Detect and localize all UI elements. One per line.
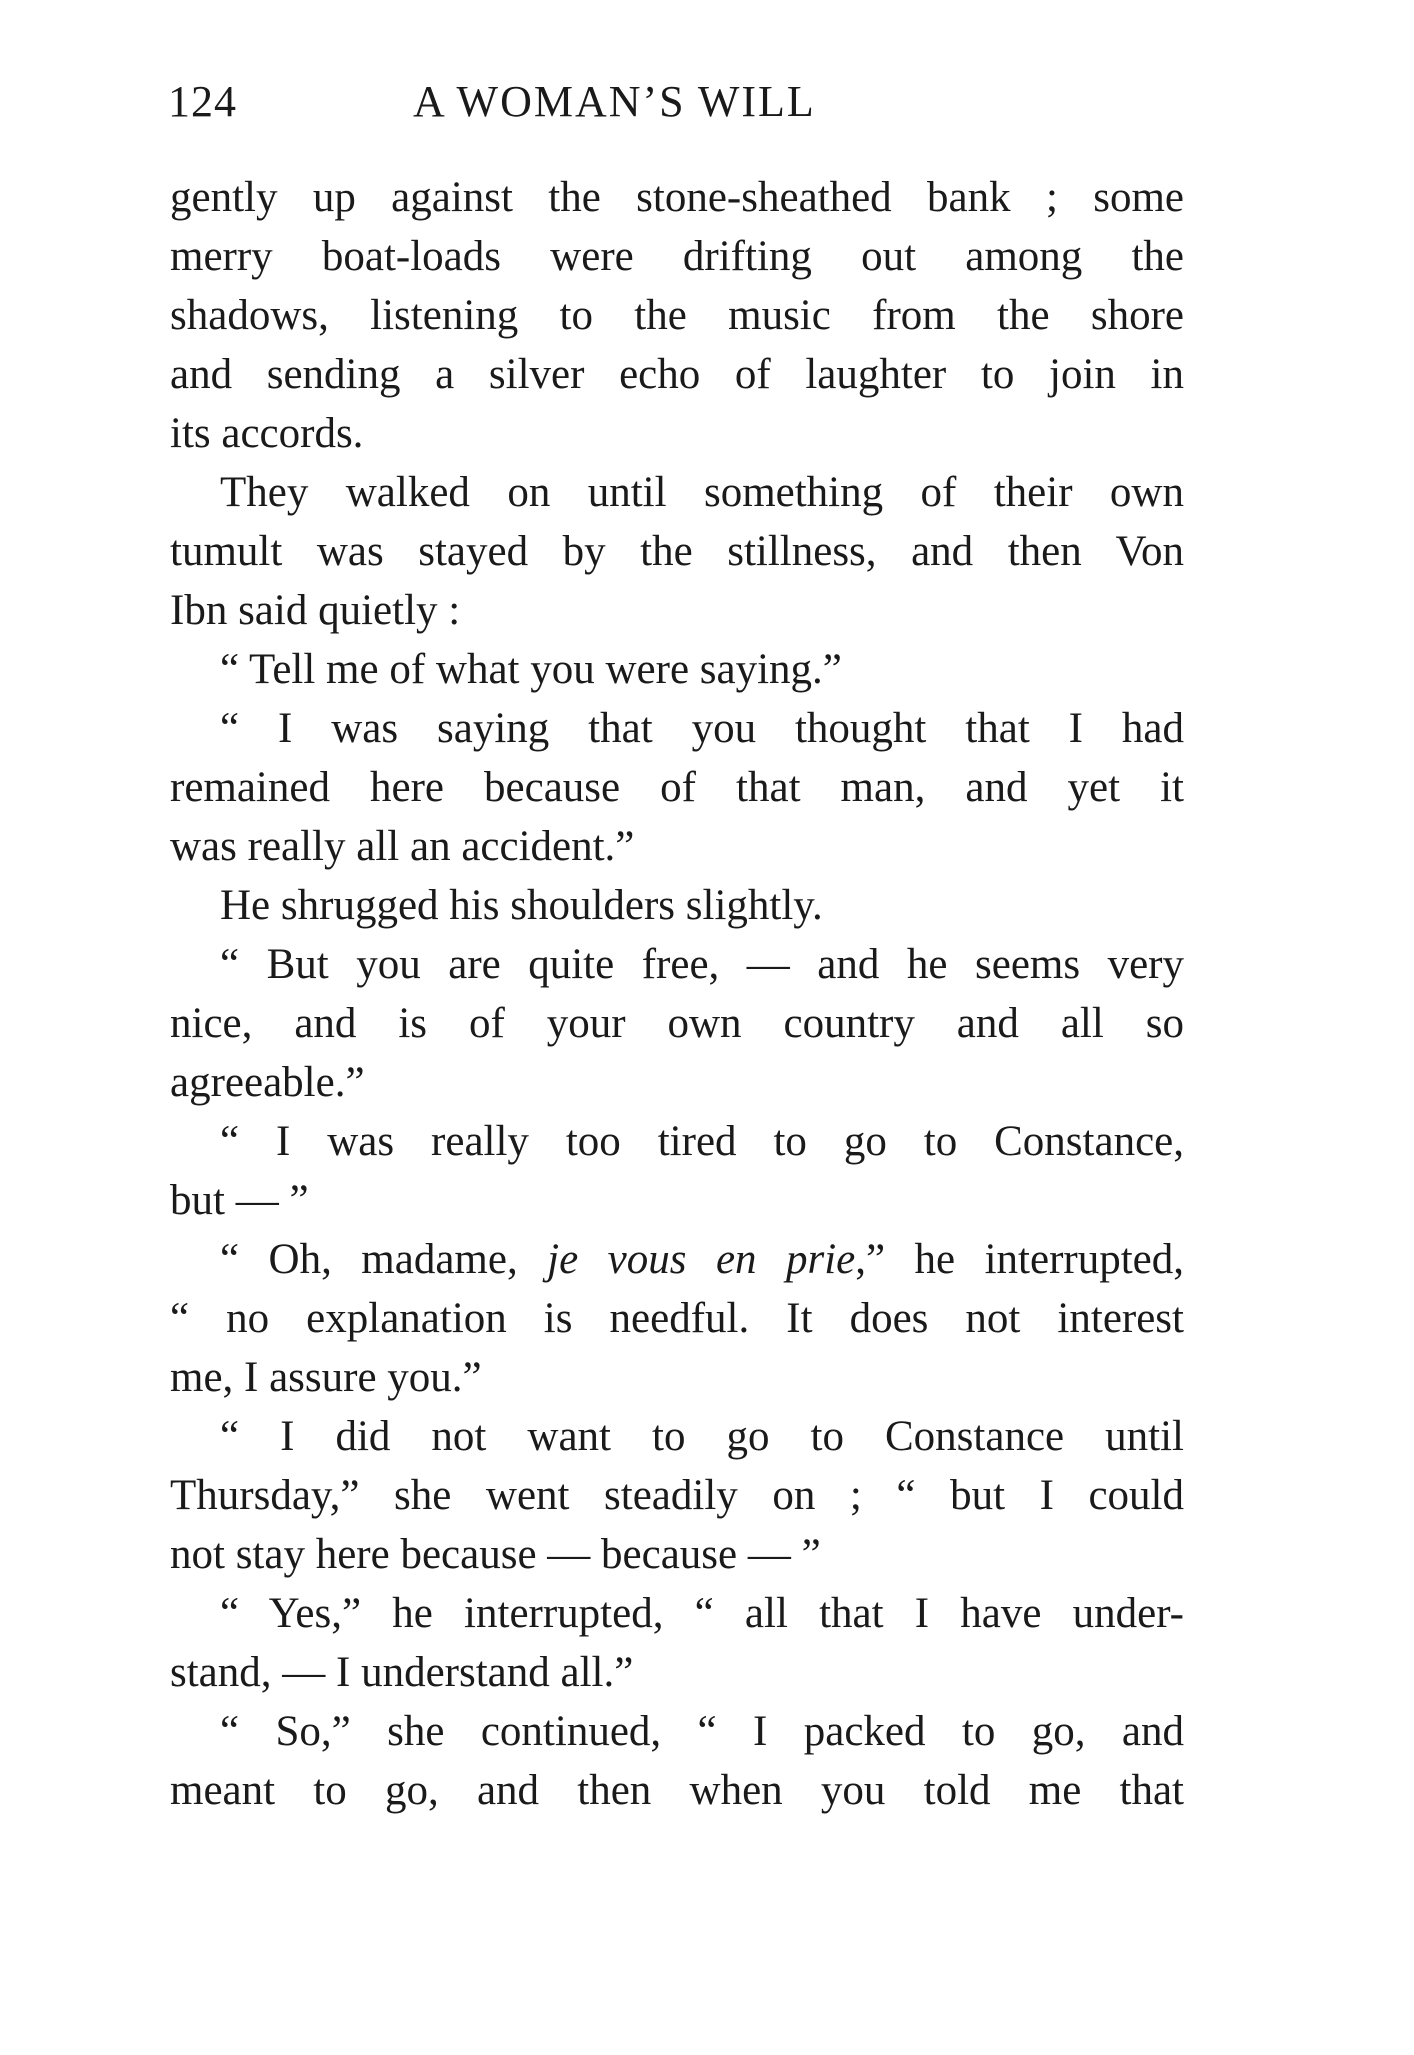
text-line: “ Oh, madame, je vous en prie,” he interrupted, [220,1236,1184,1283]
text-line: me, I assure you.” [170,1354,482,1401]
text-line: stand, — I understand all.” [170,1649,634,1696]
body-text [170,168,1184,1820]
text-line: nice, and is of your own country and all so [170,1000,1184,1047]
text-line: tumult was stayed by the stillness, and then Von [170,528,1184,575]
text-line: “ no explanation is needful. It does not interest [170,1295,1184,1342]
text-line: Ibn said quietly : [170,587,461,634]
text-line: “ Tell me of what you were saying.” [220,646,842,693]
text-line: not stay here because — because — ” [170,1531,821,1578]
text-line: agreeable.” [170,1059,365,1106]
text-line: and sending a silver echo of laughter to join in [170,351,1184,398]
text-line: remained here because of that man, and yet it [170,764,1184,811]
text-line: “ So,” she continued, “ I packed to go, and [220,1708,1184,1755]
text-line: “ I was saying that you thought that I had [220,705,1184,752]
text-line: merry boat-loads were drifting out among the [170,233,1184,280]
text-line: “ Yes,” he interrupted, “ all that I have under- [220,1590,1184,1637]
text-line: shadows, listening to the music from the shore [170,292,1184,339]
text-line: Thursday,” she went steadily on ; “ but I could [170,1472,1184,1519]
text-line: meant to go, and then when you told me that [170,1767,1184,1814]
text-line: its accords. [170,410,364,457]
text-line: gently up against the stone-sheathed bank ; some [170,174,1184,221]
text-line: “ But you are quite free, — and he seems very [220,941,1184,988]
text-line: “ I did not want to go to Constance until [220,1413,1184,1460]
page-header [168,72,1188,132]
text-line: They walked on until something of their own [220,469,1184,516]
page-number: 124 [168,77,237,126]
running-title: A WOMAN’S WILL [413,77,816,126]
text-line: was really all an accident.” [170,823,635,870]
text-line: but — ” [170,1177,309,1224]
text-line: “ I was really too tired to go to Constance, [220,1118,1184,1165]
text-line: He shrugged his shoulders slightly. [220,882,823,929]
italic-phrase: je vous en prie [547,1236,856,1283]
